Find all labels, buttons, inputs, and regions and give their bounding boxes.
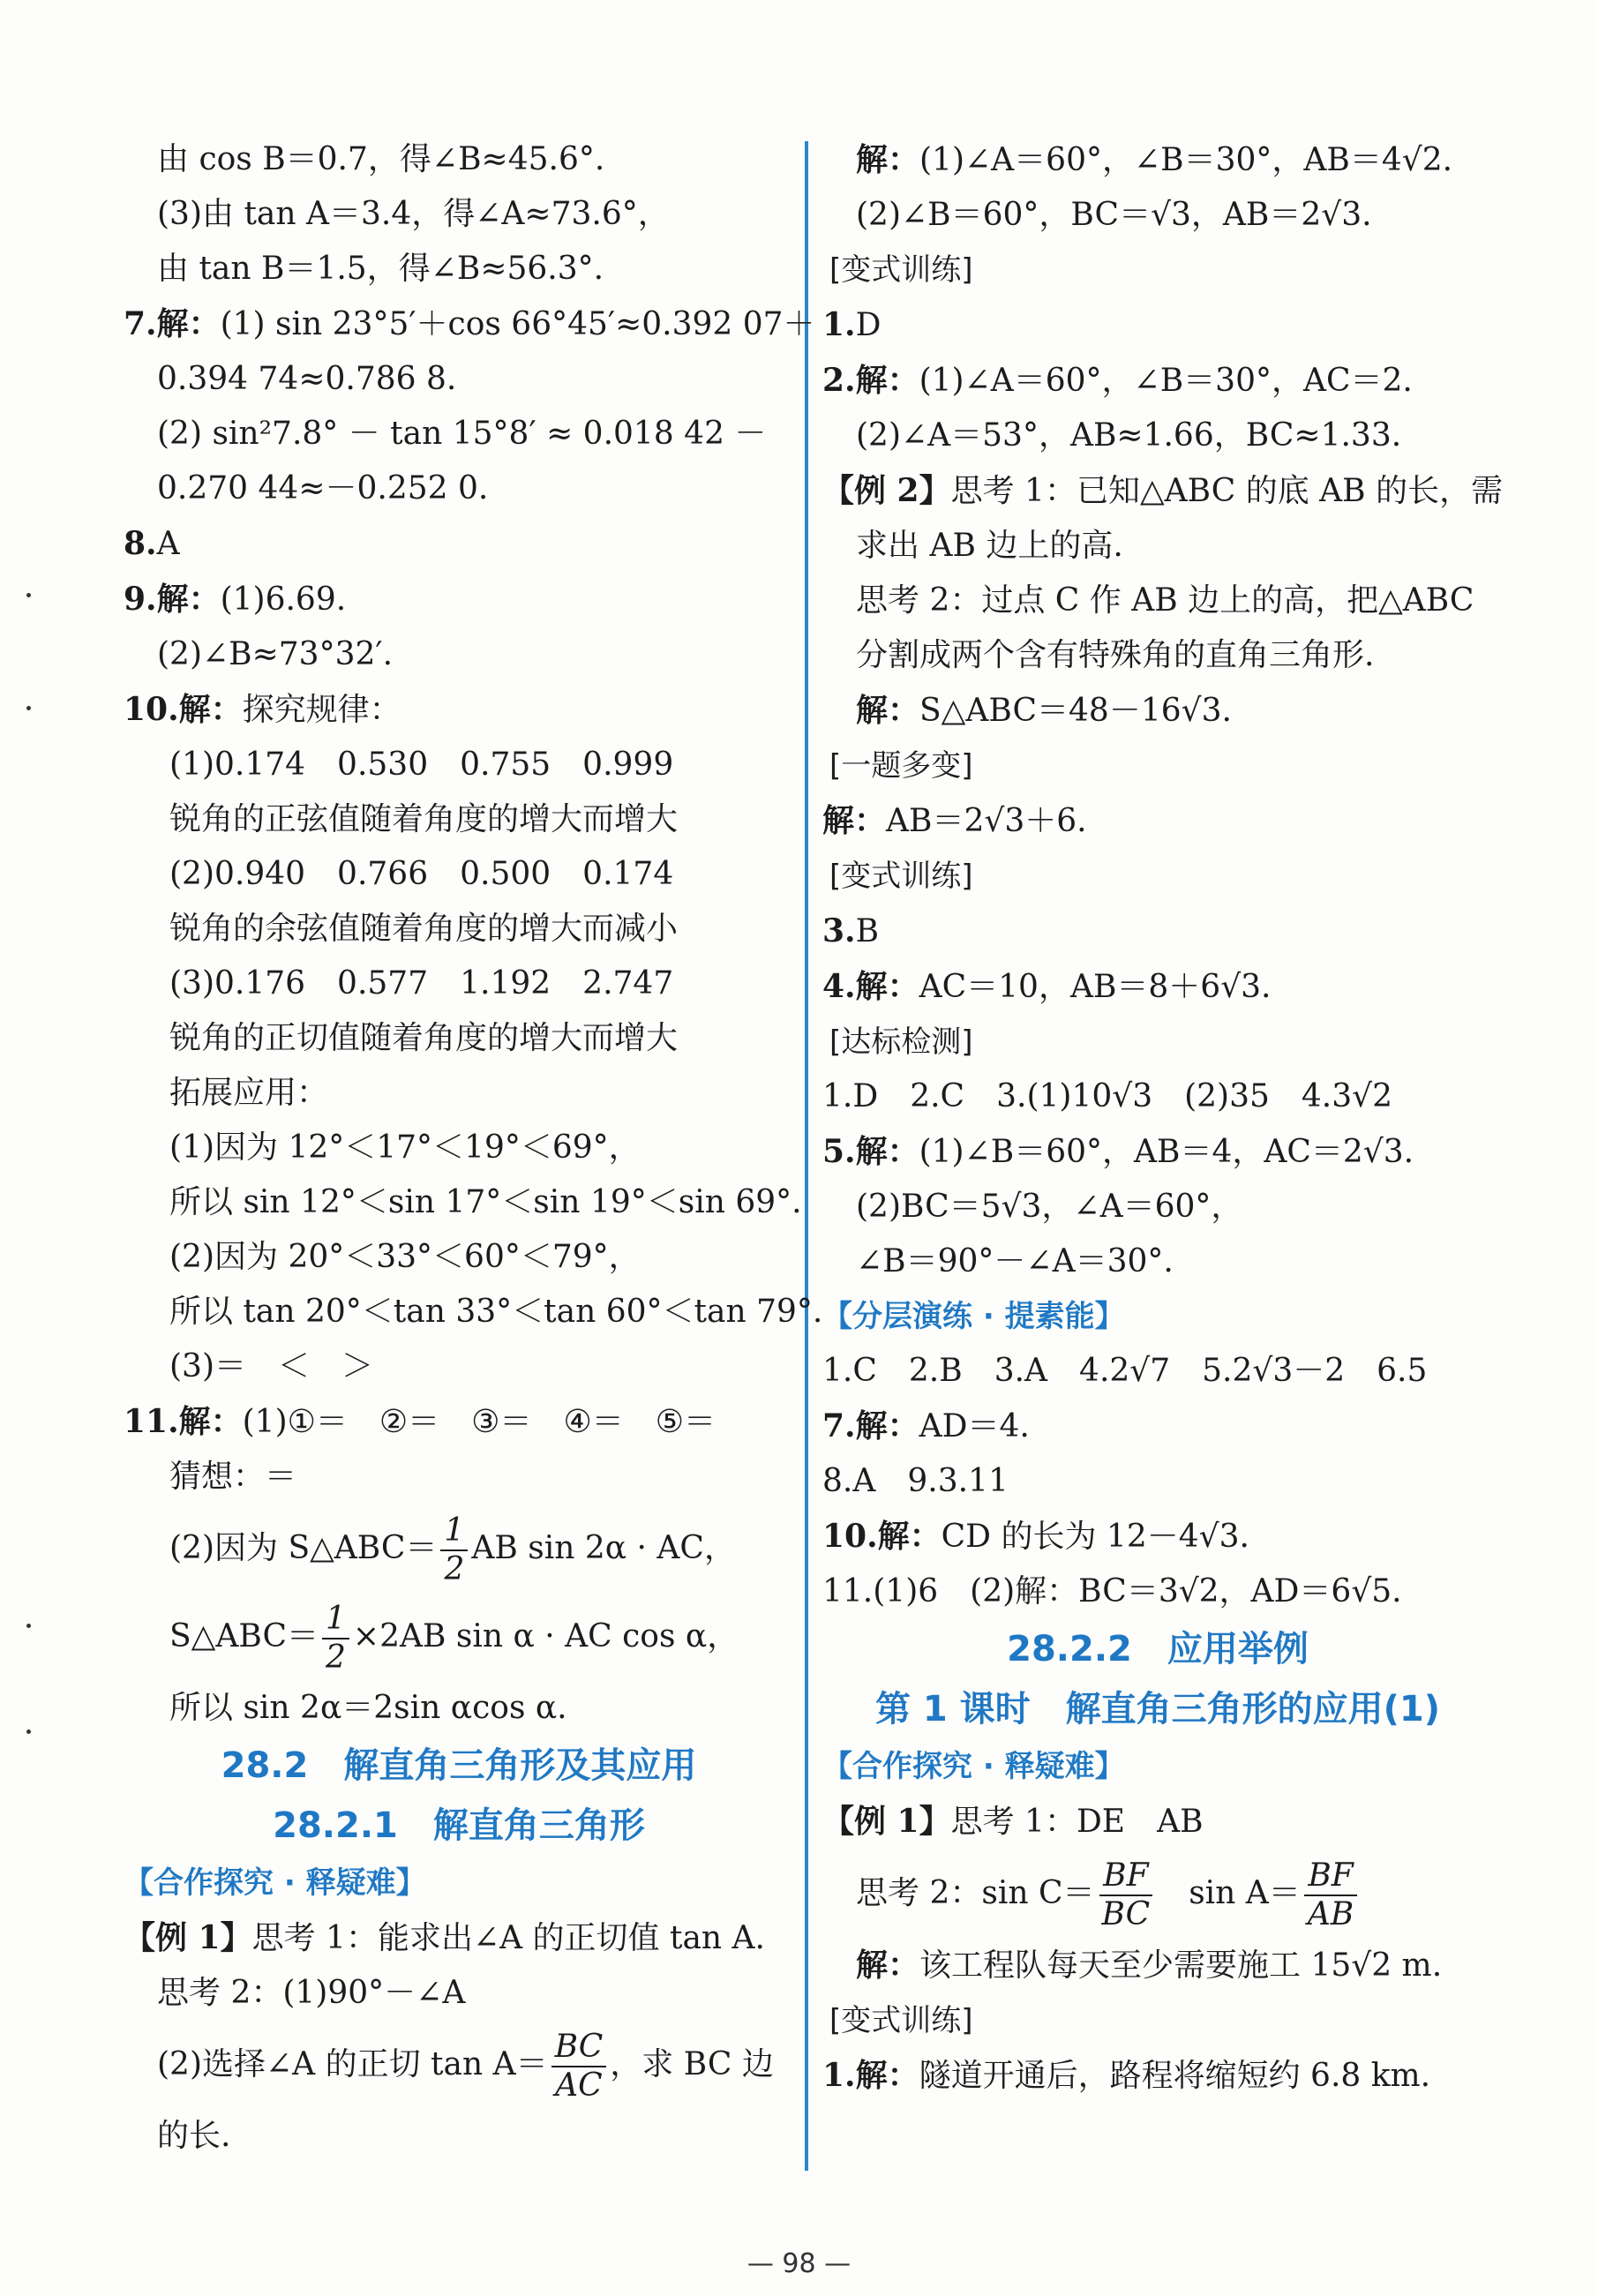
math-text: ×2AB sin α · AC cos α，	[352, 1618, 739, 1654]
answer-line	[124, 1066, 794, 1121]
subsection-label: [变式训练]	[829, 859, 973, 894]
fraction-numerator: 1	[322, 1601, 349, 1639]
answer-line	[124, 2109, 794, 2164]
answer-label: 11.解：	[124, 1403, 243, 1440]
answer-text: (1)∠A＝60°，∠B＝30°，AB＝4√2.	[919, 142, 1453, 178]
answer-line	[124, 1339, 794, 1394]
answer-text: 思考 2：(1)90°－∠A	[157, 1975, 466, 2011]
answer-text: (1)因为 12°＜17°＜19°＜69°，	[169, 1129, 641, 1166]
fraction	[551, 2029, 607, 2105]
answer-text: 猜想：＝	[169, 1459, 297, 1495]
section-heading: 第 1 课时 解直角三角形的应用(1)	[874, 1689, 1441, 1730]
answer-text: 分割成两个含有特殊角的直角三角形.	[856, 637, 1375, 673]
answer-line	[124, 572, 794, 627]
page-number: — 98 —	[746, 2248, 852, 2279]
fraction	[1304, 1857, 1357, 1933]
answer-label: 3.	[822, 912, 856, 949]
subsection-label: [达标检测]	[829, 1024, 973, 1060]
answer-line	[822, 1069, 1493, 1124]
answer-line	[124, 738, 794, 792]
answer-label: 9.解：	[124, 581, 221, 618]
math-text: (2)选择∠A 的正切 tan A＝	[157, 2046, 548, 2082]
answer-text: (2)0.940 0.766 0.500 0.174	[169, 856, 674, 892]
answer-line	[124, 1504, 794, 1593]
answer-text: 拓展应用：	[169, 1075, 329, 1111]
answer-text: ∠B＝90°－∠A＝30°.	[856, 1243, 1174, 1279]
answer-line	[124, 1175, 802, 1230]
answer-text: 1.D 2.C 3.(1)10√3 (2)35 4.3√2	[822, 1078, 1392, 1114]
answer-line	[124, 407, 794, 461]
answer-line	[124, 1011, 794, 1066]
answer-text: 8.A 9.3.11	[822, 1463, 1009, 1499]
answer-line	[124, 187, 794, 242]
margin-dot	[26, 593, 31, 597]
answer-text: 由 cos B＝0.7，得∠B≈45.6°.	[157, 141, 605, 177]
answer-text: (3)＝ ＜ ＞	[169, 1348, 373, 1384]
answer-text: 求出 AB 边上的高.	[856, 528, 1123, 564]
answer-line	[822, 2048, 1493, 2104]
section-heading: 28.2.1 解直角三角形	[273, 1805, 645, 1846]
answer-text: (3)0.176 0.577 1.192 2.747	[169, 965, 674, 1002]
fraction	[322, 1601, 349, 1677]
answer-label: 解：	[856, 141, 920, 178]
math-text: 思考 2：sin C＝	[856, 1875, 1095, 1911]
subsection-label: [变式训练]	[829, 2003, 973, 2038]
answer-text: 所以 sin 12°＜sin 17°＜sin 19°＜sin 69°.	[169, 1184, 802, 1220]
answer-line	[124, 847, 794, 902]
answer-text: CD 的长为 12－4√3.	[941, 1519, 1249, 1555]
answer-text: D	[855, 307, 882, 343]
answer-line	[822, 1344, 1493, 1399]
answer-label: 【例 1】	[124, 1919, 252, 1956]
answer-line	[124, 1910, 794, 1966]
margin-dot	[26, 1730, 31, 1734]
answer-text: 所以 tan 20°＜tan 33°＜tan 60°＜tan 79°.	[169, 1294, 823, 1330]
answer-line	[822, 1399, 1493, 1454]
answer-line	[124, 957, 794, 1011]
answer-text: 锐角的正弦值随着角度的增大而增大	[169, 801, 679, 837]
margin-dot	[26, 706, 31, 710]
answer-label: 【例 1】	[822, 1803, 951, 1840]
answer-label: 8.	[124, 525, 157, 562]
answer-line	[822, 519, 1493, 574]
answer-line	[124, 516, 794, 572]
answer-label: 2.解：	[822, 362, 919, 399]
answer-text: 该工程队每天至少需要施工 15√2 m.	[919, 1947, 1443, 1984]
answer-text: 锐角的余弦值随着角度的增大而减小	[169, 911, 679, 947]
fraction-denominator: 2	[326, 1639, 346, 1676]
answer-line	[124, 132, 794, 187]
answer-label: 5.解：	[822, 1133, 919, 1170]
fraction-numerator: 1	[440, 1512, 468, 1551]
answer-line	[124, 1121, 794, 1175]
answer-label: 【例 2】	[822, 472, 951, 509]
answer-text: (2)因为 20°＜33°＜60°＜79°，	[169, 1239, 641, 1275]
fraction-numerator: BF	[1099, 1857, 1152, 1896]
fraction-numerator: BF	[1304, 1857, 1356, 1896]
answer-line	[124, 1681, 794, 1736]
answer-line	[822, 683, 1493, 739]
answer-text: 思考 2：过点 C 作 AB 边上的高，把△ABC	[856, 582, 1474, 619]
answer-label: 10.解：	[822, 1518, 942, 1555]
answer-line	[822, 793, 1493, 849]
answer-line	[822, 463, 1504, 519]
answer-label: 7.解：	[822, 1407, 919, 1444]
answer-text: (1)①＝ ②＝ ③＝ ④＝ ⑤＝	[242, 1404, 716, 1440]
answer-text: (1)∠B＝60°，AB＝4，AC＝2√3.	[919, 1134, 1414, 1170]
answer-line	[124, 296, 815, 352]
answer-label: 4.解：	[822, 968, 919, 1005]
right-column	[822, 132, 1504, 2104]
answer-text: 探究规律：	[242, 692, 401, 728]
answer-text: 思考 1：DE AB	[950, 1804, 1204, 1840]
answer-line	[124, 461, 794, 516]
answer-line	[822, 628, 1493, 683]
answer-line	[822, 132, 1493, 188]
answer-text: 0.270 44≈－0.252 0.	[157, 470, 489, 506]
answer-text: (2) sin²7.8° － tan 15°8′ ≈ 0.018 42 －	[157, 416, 767, 452]
margin-dot	[26, 1624, 31, 1628]
fraction	[440, 1512, 468, 1588]
answer-text: (1)∠A＝60°，∠B＝30°，AC＝2.	[919, 363, 1413, 399]
answer-text: 由 tan B＝1.5，得∠B≈56.3°.	[157, 251, 604, 287]
answer-text: 思考 1：已知△ABC 的底 AB 的长，需	[950, 473, 1504, 509]
fraction	[1099, 1857, 1154, 1933]
answer-line	[822, 188, 1493, 243]
answer-label: 7.解：	[124, 305, 221, 342]
answer-text: (1) sin 23°5′＋cos 66°45′≈0.392 07＋	[220, 306, 815, 342]
fraction-numerator: BC	[551, 2029, 607, 2067]
answer-text: AB＝2√3＋6.	[886, 803, 1087, 839]
section-heading: 28.2 解直角三角形及其应用	[221, 1745, 697, 1786]
answer-line	[124, 1966, 794, 2021]
section-tag: 【合作探究 · 释疑难】	[822, 1749, 1125, 1784]
answer-text: B	[855, 913, 880, 949]
answer-line	[822, 297, 1493, 353]
answer-text: (2)∠A＝53°，AB≈1.66，BC≈1.33.	[856, 417, 1402, 454]
answer-line	[124, 1394, 794, 1450]
math-text: S△ABC＝	[169, 1618, 319, 1654]
answer-text: AD＝4.	[919, 1408, 1030, 1444]
answer-line	[822, 1850, 1493, 1938]
answer-label: 1.解：	[822, 2057, 919, 2094]
answer-text: (2)∠B＝60°，BC＝√3，AB＝2√3.	[856, 197, 1372, 233]
answer-line	[822, 1509, 1493, 1564]
answer-line	[822, 959, 1493, 1015]
answer-text: AC＝10，AB＝8＋6√3.	[919, 969, 1272, 1005]
answer-text: (2)∠B≈73°32′.	[157, 636, 394, 672]
answer-text: 的长.	[157, 2118, 231, 2154]
answer-line	[822, 904, 1493, 959]
answer-text: 锐角的正切值随着角度的增大而增大	[169, 1020, 679, 1056]
math-text: AB sin 2α · AC，	[471, 1530, 736, 1566]
answer-text: 0.394 74≈0.786 8.	[157, 361, 457, 397]
answer-label: 解：	[856, 692, 920, 729]
subsection-label: [一题多变]	[829, 748, 973, 784]
fraction-denominator: 2	[444, 1551, 465, 1587]
answer-line	[822, 353, 1493, 409]
answer-line	[822, 1124, 1493, 1180]
section-tag: 【分层演练 · 提素能】	[822, 1299, 1125, 1334]
math-text: sin A＝	[1157, 1875, 1301, 1911]
answer-line	[124, 627, 794, 682]
answer-line	[124, 1593, 794, 1681]
answer-line	[124, 1450, 794, 1504]
answer-line	[822, 1180, 1493, 1234]
answer-text: (3)由 tan A＝3.4，得∠A≈73.6°，	[157, 196, 670, 232]
answer-text: (2)BC＝5√3，∠A＝60°，	[856, 1189, 1243, 1225]
answer-text: 11.(1)6 (2)解：BC＝3√2，AD＝6√5.	[822, 1573, 1402, 1609]
answer-text: (1)0.174 0.530 0.755 0.999	[169, 747, 674, 783]
column-divider	[805, 141, 808, 2171]
answer-text: S△ABC＝48－16√3.	[919, 693, 1232, 729]
answer-line	[822, 1564, 1493, 1619]
answer-label: 1.	[822, 306, 856, 343]
answer-text: A	[156, 526, 180, 562]
left-column	[124, 132, 823, 2164]
answer-line	[124, 1230, 794, 1285]
answer-text: 所以 sin 2α＝2sin αcos α.	[169, 1690, 567, 1726]
math-text: ，求 BC 边	[610, 2046, 774, 2082]
answer-line	[124, 1285, 823, 1339]
answer-line	[822, 574, 1493, 628]
subsection-label: [变式训练]	[829, 252, 973, 288]
answer-text: 思考 1：能求出∠A 的正切值 tan A.	[251, 1920, 765, 1956]
answer-label: 解：	[822, 802, 887, 839]
answer-line	[124, 682, 794, 738]
answer-text: 1.C 2.B 3.A 4.2√7 5.2√3－2 6.5	[822, 1353, 1428, 1389]
answer-text: 隧道开通后，路程将缩短约 6.8 km.	[919, 2058, 1431, 2094]
answer-line	[124, 792, 794, 847]
answer-text: (1)6.69.	[220, 582, 347, 618]
answer-line	[822, 1454, 1493, 1509]
section-tag: 【合作探究 · 释疑难】	[124, 1865, 426, 1901]
answer-line	[822, 1234, 1493, 1289]
answer-label: 解：	[856, 1947, 920, 1984]
answer-line	[124, 242, 794, 296]
fraction-denominator: AB	[1307, 1896, 1354, 1932]
answer-line	[124, 902, 794, 957]
answer-line	[822, 1794, 1493, 1850]
fraction-denominator: BC	[1101, 1896, 1151, 1932]
math-text: (2)因为 S△ABC＝	[169, 1530, 438, 1566]
answer-line	[822, 1938, 1493, 1993]
fraction-denominator: AC	[555, 2067, 603, 2104]
answer-line	[124, 352, 794, 407]
answer-line	[822, 409, 1493, 463]
section-heading: 28.2.2 应用举例	[1007, 1629, 1309, 1669]
answer-line	[124, 2021, 794, 2109]
answer-label: 10.解：	[124, 691, 243, 728]
